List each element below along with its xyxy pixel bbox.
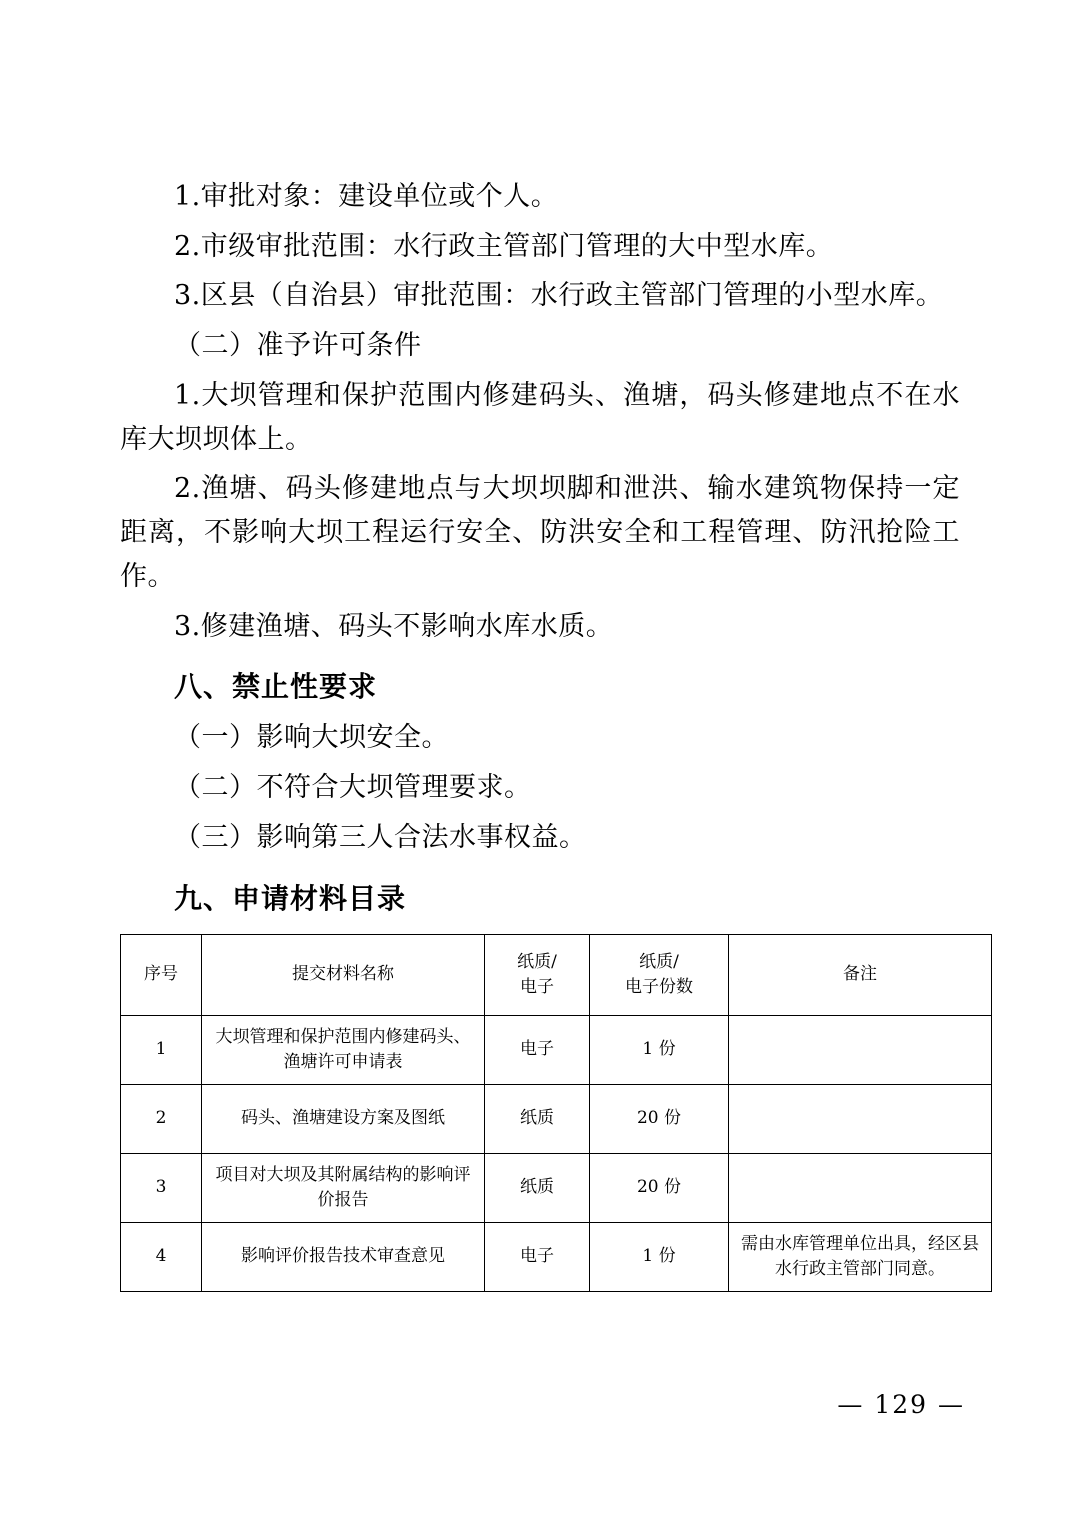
cell-name: 影响评价报告技术审查意见 [202,1222,485,1291]
paragraph-district-scope: 3.区县（自治县）审批范围：水行政主管部门管理的小型水库。 [174,280,944,312]
paragraph-prohibition-3: （三）影响第三人合法水事权益。 [174,821,587,853]
paragraph-section-two-title: （二）准予许可条件 [174,330,422,362]
cell-remark [729,1084,992,1153]
cell-seq: 3 [121,1153,202,1222]
cell-remark [729,1015,992,1084]
paragraph-city-scope: 2.市级审批范围：水行政主管部门管理的大中型水库。 [174,230,834,262]
table-header-row [121,934,992,1015]
cell-count: 1 份 [590,1015,729,1084]
header-cell-count-line1: 纸质/ [639,951,679,972]
header-cell-type-line2: 电子 [520,976,554,997]
cell-type: 电子 [485,1015,590,1084]
header-cell-count [590,934,729,1015]
header-cell-remark: 备注 [729,934,992,1015]
materials-table-wrapper [120,934,979,1292]
paragraph-condition-2: 2.渔塘、码头修建地点与大坝坝脚和泄洪、输水建筑物保持一定距离，不影响大坝工程运行安全、防洪安全和工程管理、防汛抢险工作。 [120,473,960,592]
header-cell-name: 提交材料名称 [202,934,485,1015]
cell-remark: 需由水库管理单位出具，经区县水行政主管部门同意。 [729,1222,992,1291]
paragraph-approval-object: 1.审批对象：建设单位或个人。 [174,181,559,212]
paragraph-prohibition-1: （一）影响大坝安全。 [174,722,449,754]
cell-name: 大坝管理和保护范围内修建码头、渔塘许可申请表 [202,1015,485,1084]
cell-type: 电子 [485,1222,590,1291]
header-cell-seq: 序号 [121,934,202,1015]
cell-type: 纸质 [485,1084,590,1153]
cell-count: 20 份 [590,1084,729,1153]
table-row [121,1153,992,1222]
table-row [121,1084,992,1153]
heading-materials-catalog: 九、申请材料目录 [174,881,407,915]
cell-count: 20 份 [590,1153,729,1222]
table-row [121,1222,992,1291]
cell-count: 1 份 [590,1222,729,1291]
cell-name: 项目对大坝及其附属结构的影响评价报告 [202,1153,485,1222]
table-row [121,1015,992,1084]
header-cell-type [485,934,590,1015]
page-number: — 129 — [837,1390,965,1419]
paragraph-prohibition-2: （二）不符合大坝管理要求。 [174,772,532,804]
cell-seq: 1 [121,1015,202,1084]
materials-table [120,934,992,1292]
heading-prohibitions: 八、禁止性要求 [174,670,378,704]
cell-type: 纸质 [485,1153,590,1222]
paragraph-condition-1: 1.大坝管理和保护范围内修建码头、渔塘，码头修建地点不在水库大坝坝体上。 [120,379,960,455]
cell-seq: 2 [121,1084,202,1153]
document-body [120,175,979,1292]
cell-remark [729,1153,992,1222]
paragraph-condition-3: 3.修建渔塘、码头不影响水库水质。 [174,610,614,642]
cell-seq: 4 [121,1222,202,1291]
header-cell-type-line1: 纸质/ [517,951,557,972]
header-cell-count-line2: 电子份数 [625,976,693,997]
cell-name: 码头、渔塘建设方案及图纸 [202,1084,485,1153]
